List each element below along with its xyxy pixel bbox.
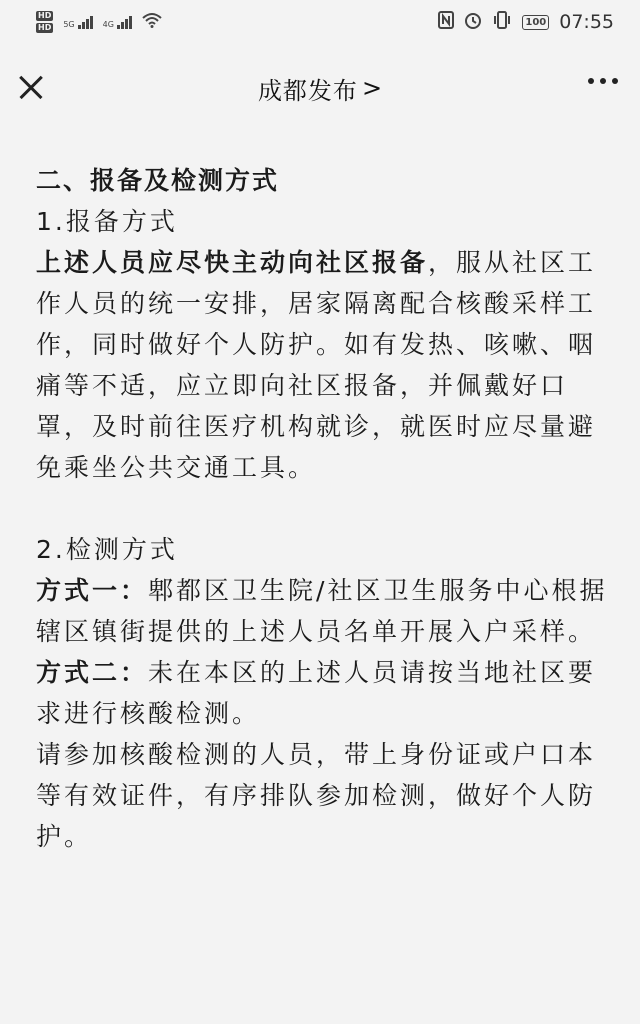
nav-bar: [0, 56, 640, 120]
spacer: [36, 488, 616, 529]
subheading-test: 2.检测方式: [36, 535, 178, 564]
more-icon[interactable]: [588, 78, 618, 84]
signal-5g: [63, 16, 92, 29]
hd-icon: HD: [38, 11, 52, 20]
net2-label: 4G: [102, 19, 114, 29]
nfc-icon: [438, 11, 454, 33]
paragraph-notice: 请参加核酸检测的人员，带上身份证或户口本等有效证件，有序排队参加检测，做好个人防护。: [36, 740, 597, 851]
method-two-label: 方式二：: [36, 658, 149, 687]
hd-icon: HD: [38, 23, 52, 32]
clock: 07:55: [559, 11, 614, 33]
article-body: [36, 160, 616, 857]
nav-title: 成都发布: [257, 76, 358, 105]
wifi-icon: [142, 12, 162, 32]
paragraph-report-bold: 上述人员应尽快主动向社区报备: [36, 248, 429, 277]
alarm-icon: [464, 11, 482, 33]
battery-icon: 100: [522, 15, 549, 30]
signal-bars-icon: [78, 16, 93, 29]
method-one-text: 郫都区卫生院/社区卫生服务中心根据辖区镇街提供的上述人员名单开展入户采样。: [36, 576, 608, 646]
chevron-right-icon: >: [361, 74, 383, 102]
signal-4g: [103, 16, 132, 29]
account-title-link[interactable]: [258, 71, 382, 106]
paragraph-method-one: [36, 570, 616, 652]
hd-badges: [36, 11, 53, 33]
paragraph-report: [36, 242, 616, 488]
subheading-report: 1.报备方式: [36, 207, 178, 236]
network-indicators: [36, 11, 162, 33]
method-one-label: 方式一：: [36, 576, 149, 605]
signal-bars-icon: [117, 16, 132, 29]
paragraph-method-two: [36, 652, 616, 734]
net1-label: 5G: [63, 19, 75, 29]
close-icon[interactable]: [14, 70, 48, 104]
paragraph-report-text: ，服从社区工作人员的统一安排，居家隔离配合核酸采样工作，同时做好个人防护。如有发热、咳嗽、咽痛等不适，应立即向社区报备，并佩戴好口罩，及时前往医疗机构就诊，就医时应尽量避免乘坐公共交通工具。: [36, 248, 597, 482]
vibrate-icon: [492, 11, 512, 33]
method-two-text: 未在本区的上述人员请按当地社区要求进行核酸检测。: [36, 658, 597, 728]
status-bar: [0, 0, 640, 44]
status-right: [438, 11, 614, 33]
section-heading: 二、报备及检测方式: [36, 166, 280, 195]
